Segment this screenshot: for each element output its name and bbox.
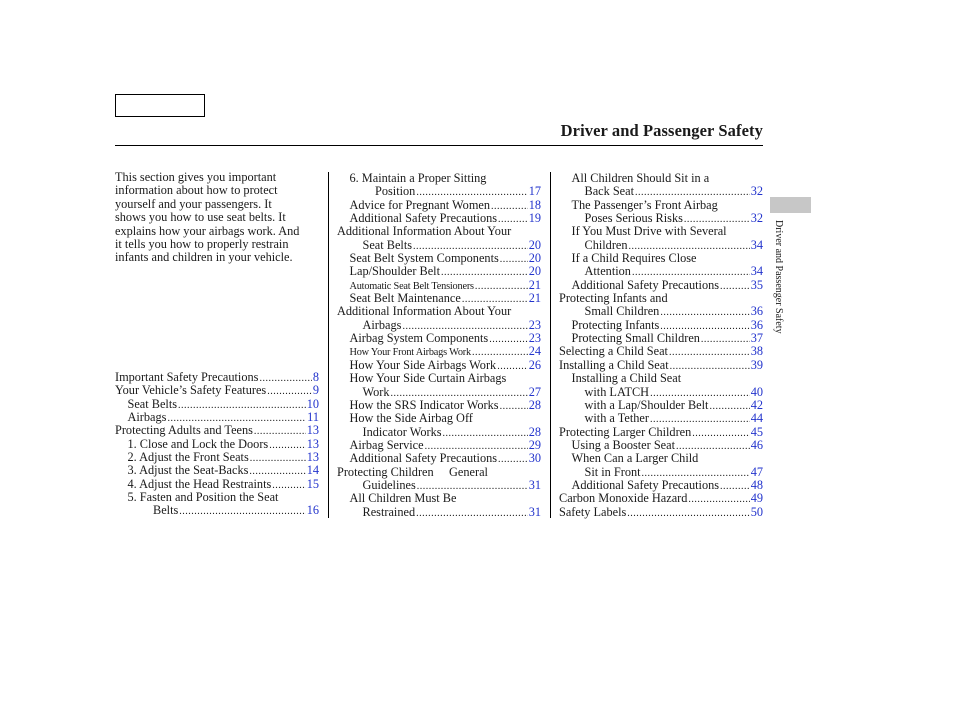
toc-entry: [559, 199, 763, 212]
toc-entry-title: How Your Side Curtain Airbags: [349, 371, 507, 386]
dot-leader: [443, 426, 528, 440]
dot-leader: [670, 359, 750, 373]
toc-page-link[interactable]: 19: [528, 211, 541, 226]
toc-entry: [559, 172, 763, 185]
toc-entry-title: Protecting Small Children: [571, 331, 700, 346]
toc-page-link[interactable]: 26: [528, 357, 541, 372]
toc-page-link[interactable]: 20: [528, 251, 541, 266]
toc-entry-title: 6. Maintain a Proper Sitting: [349, 171, 487, 185]
intro-line: yourself and your passengers. It: [115, 196, 272, 211]
toc-entry-title: How the Side Airbag Off: [349, 411, 473, 426]
toc-entry[interactable]: [337, 319, 541, 332]
toc-entry[interactable]: [337, 332, 541, 345]
toc-entry-title: Additional Safety Precautions: [571, 477, 720, 492]
blank-box: [115, 94, 205, 117]
toc-page-link[interactable]: 20: [528, 237, 541, 252]
toc-page-link[interactable]: 20: [528, 264, 541, 279]
toc-page-link[interactable]: 23: [528, 331, 541, 346]
toc-entry: [337, 372, 541, 385]
dot-leader: [627, 506, 749, 520]
toc-entry[interactable]: [337, 345, 541, 358]
toc-page-link[interactable]: 35: [750, 277, 763, 292]
toc-entry: [337, 466, 541, 479]
toc-entry-title: Guidelines: [362, 477, 416, 492]
toc-entry-title: Important Safety Precautions: [115, 370, 259, 384]
toc-entry-title: Position: [375, 184, 416, 199]
toc-page-link[interactable]: 23: [528, 317, 541, 332]
toc-entry[interactable]: [337, 386, 541, 399]
toc-entry-title: Protecting Larger Children: [559, 424, 692, 439]
toc-page-link[interactable]: 21: [528, 291, 541, 306]
toc-entry-title: 3. Adjust the Seat-Backs: [127, 463, 249, 478]
toc-entry-title: 4. Adjust the Head Restraints: [127, 476, 272, 491]
toc-entry[interactable]: [559, 265, 763, 278]
toc-page-link[interactable]: 42: [750, 397, 763, 412]
toc-entry-title: Small Children: [584, 304, 660, 319]
intro-line: it tells you how to properly restrain: [115, 237, 289, 252]
toc-entry[interactable]: [559, 439, 763, 452]
toc-entry-title: Indicator Works: [362, 424, 442, 439]
toc-page-link[interactable]: 50: [750, 504, 763, 519]
toc-entry[interactable]: [337, 399, 541, 412]
toc-entry-title: Seat Belt System Components: [349, 251, 499, 266]
toc-entry[interactable]: [559, 359, 763, 372]
title-rule: [115, 145, 763, 146]
dot-leader: [416, 506, 528, 520]
toc-page-link[interactable]: 31: [528, 477, 541, 492]
toc-entry-title: Seat Belts: [127, 396, 178, 411]
toc-entry-title: Belts: [153, 503, 179, 518]
toc-page-link[interactable]: 49: [750, 491, 763, 506]
toc-page-link[interactable]: 45: [750, 424, 763, 439]
toc-page-link[interactable]: 17: [528, 184, 541, 199]
toc-entry-title: Using a Booster Seat: [571, 437, 675, 452]
toc-entry-title: The Passenger’s Front Airbag: [571, 197, 718, 212]
toc-entry[interactable]: [559, 479, 763, 492]
intro-line: This section gives you important: [115, 170, 277, 184]
side-tab-label: Driver and Passenger Safety: [773, 220, 784, 334]
toc-page-link[interactable]: 46: [750, 437, 763, 452]
toc-entry[interactable]: [559, 185, 763, 198]
toc-entry-title: Back Seat: [584, 184, 635, 199]
dot-leader: [489, 332, 528, 346]
toc-entry-title: Seat Belts: [362, 237, 413, 252]
toc-entry-title: Additional Safety Precautions: [349, 211, 498, 226]
dot-leader: [660, 305, 749, 319]
toc-entry-title: Children: [584, 237, 628, 252]
dot-leader: [709, 399, 749, 413]
toc-entry-title: Automatic Seat Belt Tensioners: [349, 280, 474, 292]
toc-entry: [559, 452, 763, 465]
dot-leader: [500, 399, 528, 413]
toc-entry[interactable]: [559, 492, 763, 505]
toc-entry[interactable]: [337, 265, 541, 278]
toc-entry-title: How Your Front Airbags Work: [349, 347, 471, 359]
toc-page-link[interactable]: 27: [528, 384, 541, 399]
dot-leader: [475, 279, 528, 293]
dot-leader: [250, 451, 306, 465]
toc-page-link[interactable]: 21: [528, 277, 541, 292]
toc-entry-title: How Your Side Airbags Work: [349, 357, 497, 372]
toc-page-link[interactable]: 29: [528, 437, 541, 452]
toc-page-link[interactable]: 39: [750, 357, 763, 372]
dot-leader: [669, 345, 750, 359]
toc-entry-title: 1. Close and Lock the Doors: [127, 436, 269, 451]
toc-entry[interactable]: [337, 239, 541, 252]
dot-leader: [692, 426, 749, 440]
toc-entry-title: Airbags: [127, 410, 167, 425]
toc-page-link[interactable]: 14: [306, 463, 319, 478]
toc-page-link[interactable]: 8: [312, 370, 319, 384]
toc-entry: [559, 225, 763, 238]
intro-line: explains how your airbags work. And: [115, 223, 300, 238]
toc-entry-title: 5. Fasten and Position the Seat: [127, 490, 279, 505]
toc-page-link[interactable]: 13: [306, 436, 319, 451]
toc-entry-title: Poses Serious Risks: [584, 211, 683, 226]
toc-entry: [337, 412, 541, 425]
toc-page-link[interactable]: 13: [306, 450, 319, 465]
toc-entry-title: Airbags: [362, 317, 402, 332]
toc-entry[interactable]: [337, 292, 541, 305]
dot-leader: [441, 265, 528, 279]
dot-leader: [498, 452, 528, 466]
toc-entry[interactable]: [337, 212, 541, 225]
toc-page-link[interactable]: 28: [528, 424, 541, 439]
toc-entry: [337, 225, 541, 238]
toc-page-link[interactable]: 34: [750, 264, 763, 279]
toc-entry: [115, 491, 319, 504]
toc-entry[interactable]: [559, 239, 763, 252]
toc-entry-title: Seat Belt Maintenance: [349, 291, 461, 306]
toc-page-link[interactable]: 32: [750, 184, 763, 199]
dot-leader: [267, 384, 312, 398]
toc-page-link[interactable]: 30: [528, 451, 541, 466]
toc-entry-title: All Children Must Be: [349, 491, 457, 506]
toc-entry[interactable]: [115, 424, 319, 437]
toc-entry: [559, 252, 763, 265]
toc-entry: [337, 305, 541, 318]
toc-entry-title: Installing a Child Seat: [571, 371, 682, 386]
toc-page-link[interactable]: 15: [306, 476, 319, 491]
toc-column-1: [115, 371, 319, 518]
toc-entry[interactable]: [559, 466, 763, 479]
dot-leader: [178, 398, 306, 412]
toc-entry-title: Carbon Monoxide Hazard: [559, 491, 688, 506]
toc-entry-title: Protecting Infants and: [559, 291, 668, 306]
toc-entry[interactable]: [559, 212, 763, 225]
dot-leader: [688, 492, 749, 506]
toc-column-2: [337, 172, 541, 519]
toc-entry-title: Lap/Shoulder Belt: [349, 264, 441, 279]
toc-entry-title: Protecting Children General: [337, 464, 488, 479]
toc-entry[interactable]: [337, 279, 541, 292]
dot-leader: [720, 479, 750, 493]
toc-entry[interactable]: [337, 426, 541, 439]
section-tab: [770, 197, 811, 213]
toc-page-link[interactable]: 31: [528, 504, 541, 519]
toc-entry-title: Airbag System Components: [349, 331, 489, 346]
toc-entry[interactable]: [559, 319, 763, 332]
toc-entry[interactable]: [559, 506, 763, 519]
toc-page-link[interactable]: 32: [750, 211, 763, 226]
toc-entry-title: Installing a Child Seat: [559, 357, 669, 372]
toc-entry: [337, 492, 541, 505]
toc-entry-title: with a Lap/Shoulder Belt: [584, 397, 709, 412]
dot-leader: [259, 371, 311, 385]
toc-entry-title: Additional Safety Precautions: [349, 451, 498, 466]
toc-entry-title: All Children Should Sit in a: [571, 171, 710, 185]
toc-entry[interactable]: [115, 478, 319, 491]
toc-page-link[interactable]: 10: [306, 396, 319, 411]
toc-entry[interactable]: [115, 411, 319, 424]
toc-entry-title: Additional Safety Precautions: [571, 277, 720, 292]
toc-entry[interactable]: [115, 504, 319, 517]
toc-entry[interactable]: [115, 371, 319, 384]
toc-entry[interactable]: [115, 398, 319, 411]
dot-leader: [269, 438, 305, 452]
toc-entry[interactable]: [559, 345, 763, 358]
toc-entry-title: When Can a Larger Child: [571, 451, 699, 466]
toc-page-link[interactable]: 34: [750, 237, 763, 252]
toc-entry: [559, 292, 763, 305]
toc-entry[interactable]: [115, 464, 319, 477]
toc-entry-title: Additional Information About Your: [337, 224, 512, 239]
toc-page-link[interactable]: 24: [528, 344, 541, 359]
toc-entry[interactable]: [559, 305, 763, 318]
toc-entry-title: with LATCH: [584, 384, 650, 399]
toc-page-link[interactable]: 44: [750, 411, 763, 426]
toc-page-link[interactable]: 16: [306, 503, 319, 518]
toc-entry[interactable]: [115, 384, 319, 397]
toc-entry-title: Airbag Service: [349, 437, 424, 452]
toc-entry[interactable]: [337, 439, 541, 452]
toc-entry[interactable]: [559, 399, 763, 412]
toc-entry: [337, 172, 541, 185]
toc-page-link[interactable]: 38: [750, 344, 763, 359]
toc-entry[interactable]: [337, 252, 541, 265]
toc-entry[interactable]: [337, 199, 541, 212]
toc-page-link[interactable]: 37: [750, 331, 763, 346]
toc-page-link[interactable]: 9: [312, 383, 319, 398]
toc-page-link[interactable]: 28: [528, 397, 541, 412]
toc-entry: [559, 372, 763, 385]
toc-page-link[interactable]: 11: [307, 410, 319, 425]
toc-page-link[interactable]: 18: [528, 197, 541, 212]
toc-entry-title: Additional Information About Your: [337, 304, 512, 319]
toc-entry-title: with a Tether: [584, 411, 649, 426]
toc-entry[interactable]: [337, 185, 541, 198]
column-divider-2: [550, 172, 551, 518]
toc-entry[interactable]: [559, 332, 763, 345]
toc-entry-title: How the SRS Indicator Works: [349, 397, 499, 412]
page-title: Driver and Passenger Safety: [560, 121, 763, 140]
dot-leader: [500, 252, 528, 266]
toc-page-link[interactable]: 40: [750, 384, 763, 399]
toc-entry-title: Selecting a Child Seat: [559, 344, 668, 359]
intro-line: shows you how to use seat belts. It: [115, 210, 286, 225]
toc-entry-title: Advice for Pregnant Women: [349, 197, 491, 212]
toc-entry-title: Protecting Adults and Teens: [115, 423, 253, 438]
toc-entry[interactable]: [337, 359, 541, 372]
toc-entry[interactable]: [337, 479, 541, 492]
toc-page-link[interactable]: 36: [750, 304, 763, 319]
dot-leader: [701, 332, 750, 346]
dot-leader: [179, 504, 305, 518]
toc-entry-title: Your Vehicle’s Safety Features: [115, 383, 267, 398]
toc-entry[interactable]: [337, 506, 541, 519]
toc-page-link[interactable]: 47: [750, 464, 763, 479]
toc-entry-title: Sit in Front: [584, 464, 641, 479]
toc-entry-title: Work: [362, 384, 390, 399]
toc-entry[interactable]: [115, 438, 319, 451]
toc-entry-title: If You Must Drive with Several: [571, 224, 727, 239]
toc-entry[interactable]: [559, 426, 763, 439]
toc-entry[interactable]: [559, 386, 763, 399]
intro-line: information about how to protect: [115, 183, 278, 198]
dot-leader: [720, 279, 750, 293]
toc-entry-title: If a Child Requires Close: [571, 251, 697, 266]
toc-column-3: [559, 172, 763, 519]
toc-entry-title: Protecting Infants: [571, 317, 660, 332]
intro-line: infants and children in your vehicle.: [115, 250, 293, 265]
toc-entry[interactable]: [115, 451, 319, 464]
toc-page-link[interactable]: 36: [750, 317, 763, 332]
toc-entry[interactable]: [559, 279, 763, 292]
toc-entry[interactable]: [337, 452, 541, 465]
toc-entry-title: Attention: [584, 264, 631, 279]
toc-page-link[interactable]: 13: [306, 423, 319, 438]
toc-entry-title: 2. Adjust the Front Seats: [127, 450, 249, 465]
toc-entry-title: Restrained: [362, 504, 416, 519]
toc-entry-title: Safety Labels: [559, 504, 627, 519]
intro-paragraph: [115, 171, 322, 265]
toc-page-link[interactable]: 48: [750, 477, 763, 492]
toc-entry[interactable]: [559, 412, 763, 425]
column-divider-1: [328, 172, 329, 518]
